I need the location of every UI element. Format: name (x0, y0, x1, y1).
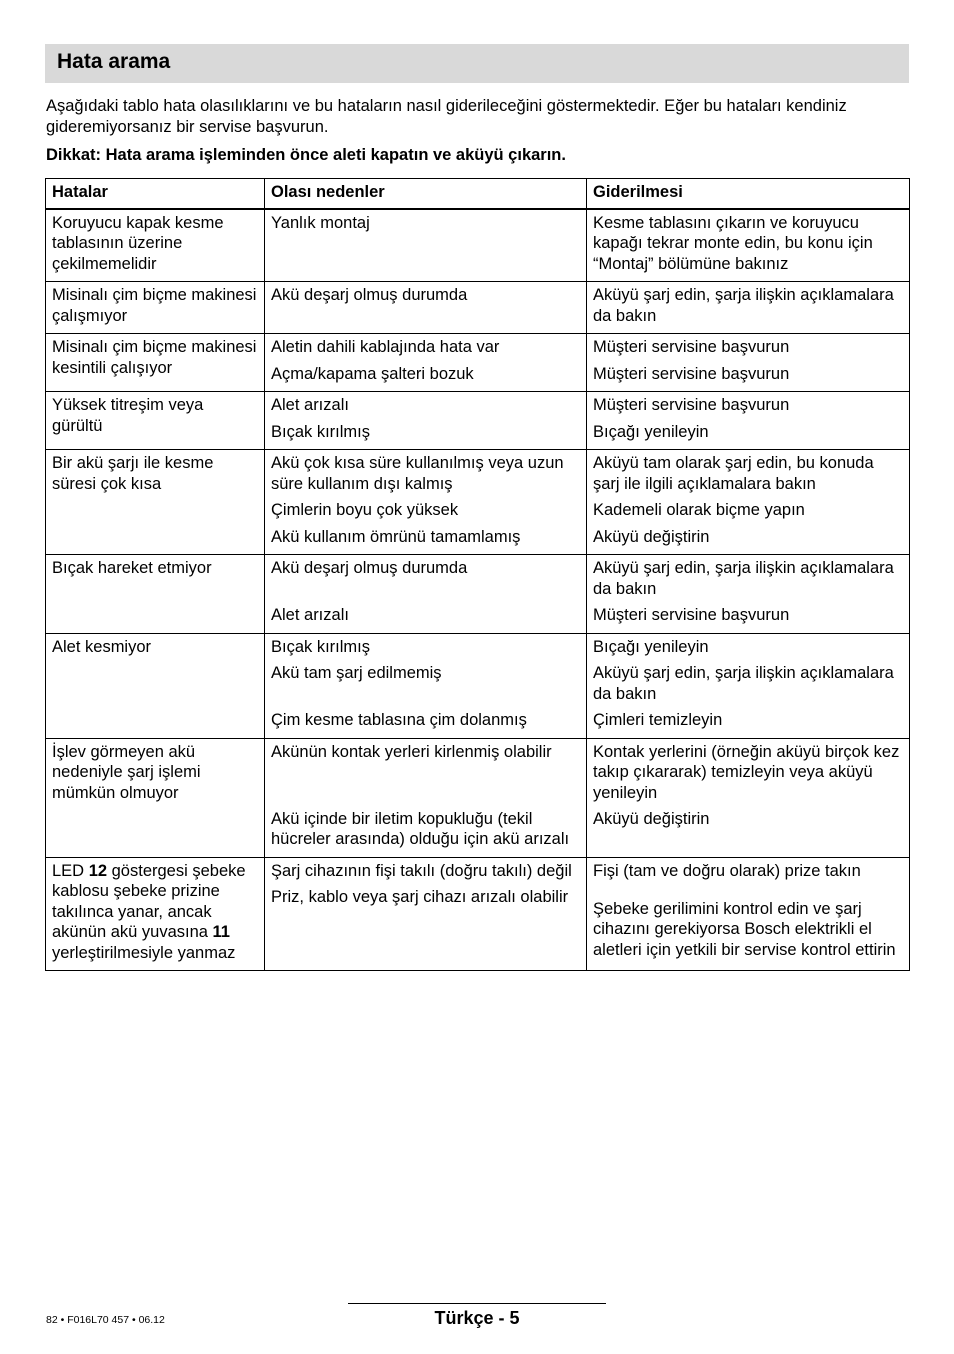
cause-item: Çimlerin boyu çok yüksek (271, 501, 459, 519)
table-header-row (46, 179, 910, 209)
remedy-item: Şebeke gerilimini kontrol edin ve şarj cihazını gerekiyorsa Bosch elektrikli el aletleri için yetkili bir servise kontrol ettirin (593, 899, 896, 959)
cause-cell (265, 209, 587, 282)
cause-cell (265, 738, 587, 857)
table-row (46, 633, 910, 738)
cause-cell (265, 392, 587, 450)
table-row (46, 282, 910, 334)
cause-cell (265, 282, 587, 334)
cause-item: Aletin dahili kablajında hata var (271, 338, 500, 356)
table-row (46, 555, 910, 634)
remedy-item: Bıçağı yenileyin (593, 637, 709, 656)
section-header (45, 44, 909, 83)
fault-text: LED (52, 861, 89, 880)
column-header-faults: Hatalar (46, 179, 265, 209)
troubleshooting-table (45, 178, 910, 971)
cause-item: Alet arızalı (271, 396, 349, 414)
remedy-item: Kademeli olarak biçme yapın (593, 501, 805, 519)
table-row (46, 450, 910, 555)
fault-cell: Alet kesmiyor (46, 633, 265, 738)
battery-slot-reference-number: 11 (212, 923, 230, 941)
cause-cell (265, 857, 587, 971)
remedy-cell (587, 334, 910, 392)
remedy-cell (587, 392, 910, 450)
cause-item: Priz, kablo veya şarj cihazı arızalı olabilir (271, 888, 569, 906)
cause-item: Akü çok kısa süre kullanılmış veya uzun süre kullanım dışı kalmış (271, 454, 564, 493)
table-row (46, 334, 910, 392)
cause-item: Akünün kontak yerleri kirlenmiş olabilir (271, 742, 552, 761)
remedy-cell (587, 738, 910, 857)
remedy-cell (587, 450, 910, 555)
fault-cell: Misinalı çim biçme makinesi kesintili çalışıyor (46, 334, 265, 392)
fault-text: göstergesi şebeke kablosu şebeke prizine takılınca yanar, ancak akünün akü yuvasına (52, 861, 246, 941)
column-header-causes: Olası nedenler (265, 179, 587, 209)
footer-page-label: Türkçe - 5 (434, 1308, 520, 1328)
remedy-item: Çimleri temizleyin (593, 711, 723, 729)
cause-item: Şarj cihazının fişi takılı (doğru takılı) değil (271, 861, 572, 880)
fault-cell: Koruyucu kapak kesme tablasının üzerine çekilmemelidir (46, 209, 265, 282)
intro-paragraph: Aşağıdaki tablo hata olasılıklarını ve bu hataların nasıl giderileceğini göstermektedir. Eğer bu hataları kendiniz gideremiyorsanız bir servise başvurun. (46, 97, 847, 136)
cause-item: Bıçak kırılmış (271, 422, 371, 441)
cause-item: Akü deşarj olmuş durumda (271, 559, 468, 577)
cause-item: Akü deşarj olmuş durumda (271, 286, 468, 304)
cause-item: Çim kesme tablasına çim dolanmış (271, 711, 527, 729)
cause-cell (265, 555, 587, 634)
cause-item: Akü tam şarj edilmemiş (271, 664, 442, 682)
remedy-item: Müşteri servisine başvurun (593, 396, 790, 414)
remedy-item: Fişi (tam ve doğru olarak) prize takın (593, 861, 861, 880)
remedy-item: Müşteri servisine başvurun (593, 364, 790, 383)
led-reference-number: 12 (88, 861, 108, 880)
cause-cell (265, 450, 587, 555)
footer-rule (348, 1303, 606, 1304)
cause-item: Alet arızalı (271, 606, 349, 624)
remedy-cell (587, 282, 910, 334)
remedy-item: Aküyü tam olarak şarj edin, bu konuda şarj ile ilgili açıklamalara bakın (593, 454, 874, 493)
cause-cell (265, 334, 587, 392)
page-title: Hata arama (57, 50, 171, 73)
remedy-item: Aküyü şarj edin, şarja ilişkin açıklamalara da bakın (593, 664, 894, 703)
table-row (46, 392, 910, 450)
warning-paragraph: Dikkat: Hata arama işleminden önce aleti kapatın ve aküyü çıkarın. (46, 146, 566, 164)
table-row (46, 209, 910, 282)
cause-item: Akü kullanım ömrünü tamamlamış (271, 527, 521, 546)
fault-text: yerleştirilmesiyle yanmaz (52, 943, 236, 962)
footer-document-code: 82 • F016L70 457 • 06.12 (46, 1314, 165, 1326)
fault-cell: Bir akü şarjı ile kesme süresi çok kısa (46, 450, 265, 555)
cause-item: Akü içinde bir iletim kopukluğu (tekil hücreler arasında) olduğu için akü arızalı (271, 809, 570, 848)
remedy-item: Kesme tablasını çıkarın ve koruyucu kapağı tekrar monte edin, bu konu için “Montaj” bölümüne bakınız (593, 213, 873, 273)
remedy-cell (587, 209, 910, 282)
cause-item: Yanlık montaj (271, 213, 370, 232)
remedy-item: Aküyü şarj edin, şarja ilişkin açıklamalara da bakın (593, 286, 894, 325)
table-row (46, 738, 910, 857)
cause-cell (265, 633, 587, 738)
cause-item: Açma/kapama şalteri bozuk (271, 364, 474, 383)
remedy-item: Bıçağı yenileyin (593, 422, 709, 441)
column-header-remedies: Giderilmesi (587, 179, 910, 209)
remedy-item: Aküyü değiştirin (593, 527, 710, 546)
table-row (46, 857, 910, 971)
fault-cell: İşlev görmeyen akü nedeniyle şarj işlemi mümkün olmuyor (46, 738, 265, 857)
remedy-cell (587, 555, 910, 634)
remedy-item: Müşteri servisine başvurun (593, 338, 790, 356)
fault-cell: Bıçak hareket etmiyor (46, 555, 265, 634)
fault-cell: Yüksek titreşim veya gürültü (46, 392, 265, 450)
remedy-item: Aküyü şarj edin, şarja ilişkin açıklamalara da bakın (593, 559, 894, 598)
remedy-cell (587, 633, 910, 738)
cause-item: Bıçak kırılmış (271, 637, 371, 656)
remedy-item: Aküyü değiştirin (593, 810, 710, 828)
remedy-item: Kontak yerlerini (örneğin aküyü birçok kez takıp çıkararak) temizleyin veya aküyü yenileyin (593, 742, 900, 802)
remedy-cell (587, 857, 910, 971)
remedy-item: Müşteri servisine başvurun (593, 606, 790, 624)
fault-cell: Misinalı çim biçme makinesi çalışmıyor (46, 282, 265, 334)
fault-cell (46, 857, 265, 971)
